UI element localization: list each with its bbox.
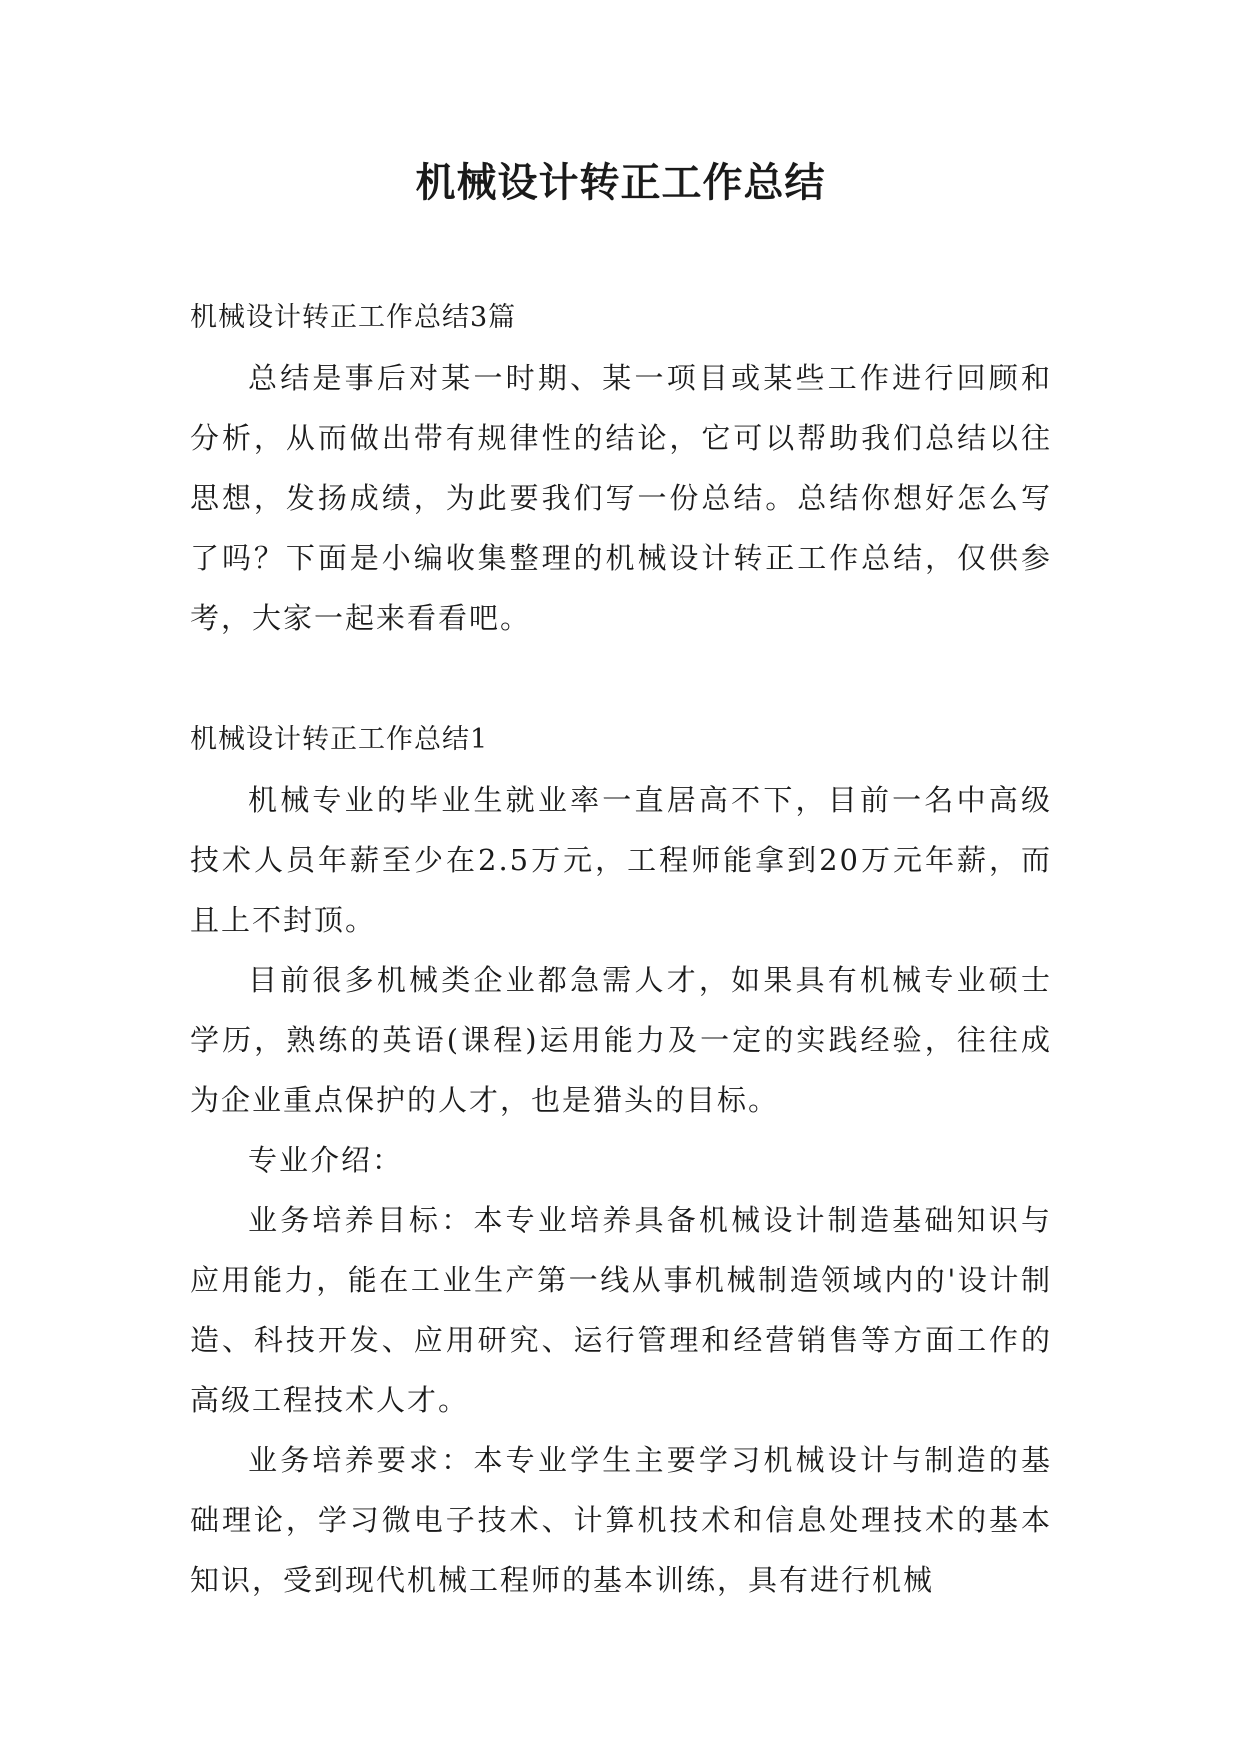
section1-heading: 机械设计转正工作总结1 [190, 724, 489, 755]
section1-paragraph: 专业介绍： [248, 1143, 404, 1177]
intro-paragraph: 总结是事后对某一时期、某一项目或某些工作进行回顾和分析，从而做出带有规律性的结论，它可以帮助我们总结以往思想，发扬成绩，为此要我们写一份总结。总结你想好怎么写了吗？下面是小编收集整理的机械设计转正工作总结，仅供参考，大家一起来看看吧。 [190, 361, 1052, 635]
intro-heading: 机械设计转正工作总结3篇 [190, 302, 517, 333]
section1-paragraph: 业务培养要求：本专业学生主要学习机械设计与制造的基础理论，学习微电子技术、计算机技术和信息处理技术的基本知识，受到现代机械工程师的基本训练，具有进行机械 [190, 1443, 1052, 1597]
section1-paragraph: 目前很多机械类企业都急需人才，如果具有机械专业硕士学历，熟练的英语(课程)运用能力及一定的实践经验，往往成为企业重点保护的人才，也是猎头的目标。 [190, 963, 1052, 1117]
page-title: 机械设计转正工作总结 [415, 159, 826, 206]
document-body [190, 288, 1052, 1610]
section1-paragraph: 机械专业的毕业生就业率一直居高不下，目前一名中高级技术人员年薪至少在2.5万元，工程师能拿到20万元年薪，而且上不封顶。 [190, 783, 1052, 937]
section-gap [190, 648, 1052, 710]
section1-paragraph: 业务培养目标：本专业培养具备机械设计制造基础知识与应用能力，能在工业生产第一线从事机械制造领域内的'设计制造、科技开发、应用研究、运行管理和经营销售等方面工作的高级工程技术人才。 [190, 1203, 1052, 1417]
